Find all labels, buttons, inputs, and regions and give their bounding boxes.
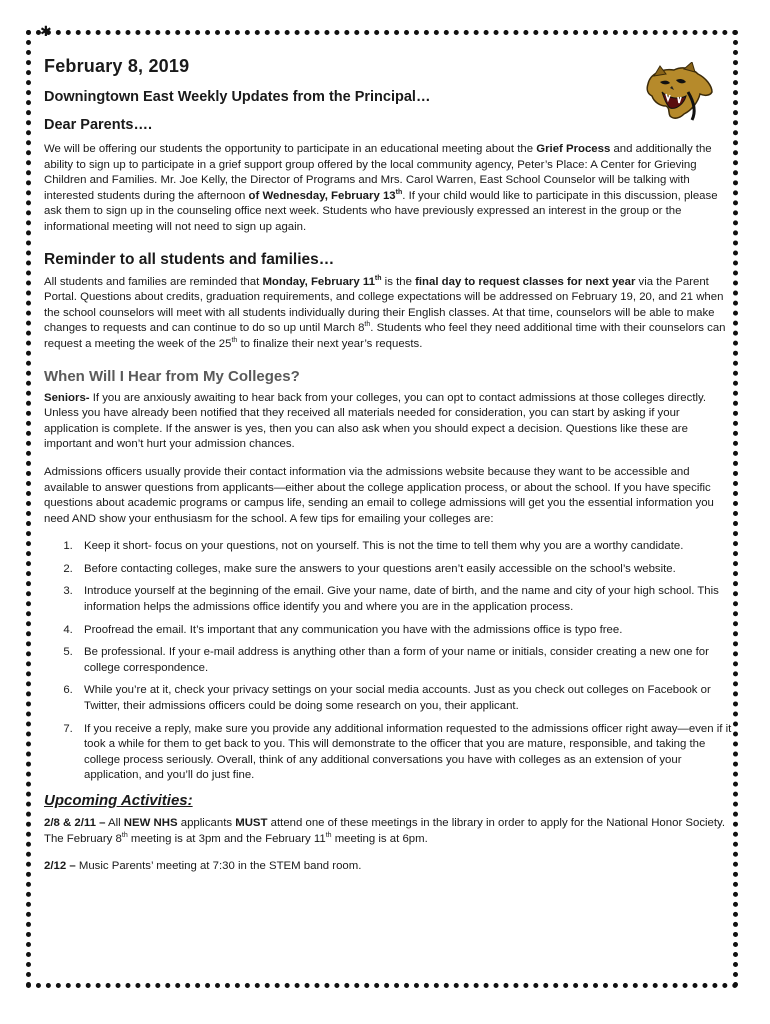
text-run: Music Parents’ meeting at 7:30 in the STEM band room.	[75, 860, 362, 873]
reminder-heading: Reminder to all students and families…	[44, 250, 335, 268]
bold-run: MUST	[235, 817, 268, 829]
text-run: and additionally the ability to sign up to participate in a grief support group offered by the local community agency, Peter’s Place: A Center for Grieving Children and Families. Mr. Joe Kelly, the Director of Programs and Mrs. Carol Warren, East School Counselor will be talking with interested students during the afternoon	[44, 143, 712, 202]
list-item: 5. Be professional. If your e-mail address is anything other than a form of your name or initials, consider creating a new one for college correspondence.	[76, 645, 734, 676]
upcoming-heading: Upcoming Activities:	[44, 792, 193, 809]
bold-run: Seniors-	[44, 391, 90, 404]
bold-run: Monday, February 11	[262, 275, 375, 288]
text-run: . Students who feel they need additional time with their counselors can request a meeting the week of the 25	[44, 322, 726, 350]
text-run: All	[105, 817, 124, 829]
list-item: 4. Proofread the email. It’s important that any communication you have with the admissions office is typo free.	[76, 623, 734, 639]
text-run: to finalize their next year’s requests.	[237, 337, 423, 350]
seniors-paragraph	[44, 391, 734, 453]
text-run: meeting is at 6pm.	[331, 832, 428, 845]
text-run: All students and families are reminded that	[44, 275, 263, 288]
bold-run: final day to request classes for next year	[415, 275, 636, 288]
newsletter-content	[44, 56, 734, 887]
text-run: If you are anxiously awaiting to hear back from your colleges, you can opt to contact admissions at those colleges directly. Unless you have already been notified that they received all materials needed for consideration, you can start by asking if your application is complete. If the answer is yes, then you can also ask when you should expect a decision. Questions like these are important and won’t hurt your admission chances.	[44, 391, 707, 451]
upcoming-item-nhs	[44, 816, 734, 847]
superscript: th	[374, 274, 382, 282]
bold-run: NEW NHS	[123, 817, 178, 829]
superscript: th	[231, 337, 238, 345]
superscript: th	[395, 188, 403, 196]
superscript: th	[121, 831, 128, 839]
list-item: 2. Before contacting colleges, make sure the answers to your questions aren’t easily accessible on the school’s website.	[76, 562, 734, 578]
superscript: th	[325, 831, 332, 839]
list-item: 6. While you’re at it, check your privacy settings on your social media accounts. Just as you check out colleges on Facebook or Twitter, their admissions officers could be doing some research on you, their applicant.	[76, 683, 734, 714]
superscript: th	[364, 321, 371, 329]
bold-run: of Wednesday, February 13	[248, 189, 396, 202]
text-run: We will be offering our students the opportunity to participate in an educational meeting about the	[44, 143, 537, 155]
text-run: attend one of these meetings in the library in order to apply for the National Honor Society. The February 8	[44, 817, 726, 845]
bold-run: 2/12 –	[44, 860, 76, 873]
bold-run: 2/8 & 2/11 –	[44, 817, 106, 829]
greeting: Dear Parents….	[44, 117, 152, 133]
text-run: is the	[381, 275, 416, 288]
list-item: 7. If you receive a reply, make sure you provide any additional information requested to the admissions officer right away—even if it took a while for them to get back to you. This will demonstrate to the officer that you are mature, responsible, and taking the college process seriously. Overall, think of any additional conversations you have with colleges as an extension of your application, and you’ll do just fine.	[76, 722, 734, 784]
tips-list	[44, 539, 734, 784]
corner-mark: ✱	[40, 23, 52, 39]
list-item: 3. Introduce yourself at the beginning of the email. Give your name, date of birth, and the name and city of your high school. This information helps the admissions office identify you and where you are in the application process.	[76, 584, 734, 615]
reminder-paragraph	[44, 275, 734, 353]
admissions-paragraph: Admissions officers usually provide their contact information via the admissions website because they want to be accessible and available to answer questions from applicants—either about the college application process, or about the school. If you have specific questions about academic programs or campus life, sending an email to college admissions will get you the essential information you need AND show your enthusiasm for the school. A few tips for emailing your colleges are:	[44, 465, 714, 525]
list-item: 1. Keep it short- focus on your questions, not on yourself. This is not the time to tell them why you are a worthy candidate.	[76, 539, 734, 555]
text-run: . If your child would like to participate in this discussion, please ask them to sign up in the counseling office next week. Students who have previously expressed an interest in the group or the informational meeting will not need to sign up again.	[44, 189, 718, 233]
text-run: via the Parent Portal. Questions about credits, graduation requirements, and college expectations will be addressed on February 19, 20, and 21 when the school counselors will meet with all students individually during their English classes. At that time, counselors will be able to make changes to requests and can continue to do so up until March 8	[44, 275, 724, 335]
text-run: applicants	[177, 817, 236, 829]
colleges-heading: When Will I Hear from My Colleges?	[44, 367, 300, 385]
text-run: meeting is at 3pm and the February 11	[127, 832, 326, 845]
newsletter-date: February 8, 2019	[44, 56, 190, 76]
newsletter-subtitle: Downingtown East Weekly Updates from the Principal…	[44, 89, 431, 105]
grief-paragraph	[44, 142, 734, 236]
bold-run: Grief Process	[536, 143, 611, 155]
upcoming-item-music	[44, 859, 734, 875]
